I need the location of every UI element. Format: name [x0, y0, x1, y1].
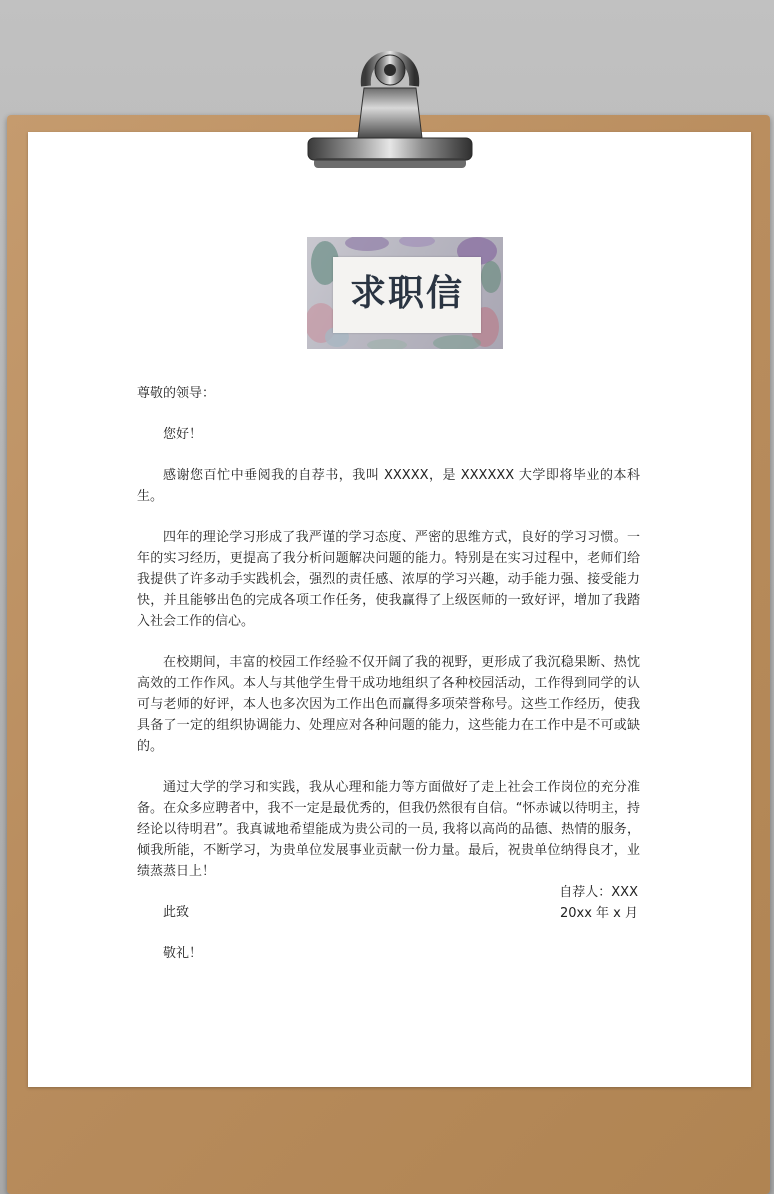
closing-line: 此致	[163, 905, 190, 920]
page-title: 求职信	[349, 272, 464, 314]
signature-block	[559, 882, 638, 924]
greeting: 您好！	[163, 427, 203, 442]
letter-body	[137, 383, 640, 964]
paragraph: 在校期间，丰富的校园工作经验不仅开阔了我的视野，更形成了我沉稳果断、热忱高效的工作作风。本人与其他学生骨干成功地组织了各种校园活动，工作得到同学的认可与老师的好评，本人也多次因为工作出色而赢得多项荣誉称号。这些工作经历，使我具备了一定的组织协调能力、处理应对各种问题的能力，这些能力在工作中是不可或缺的。	[137, 655, 640, 754]
paragraph: 通过大学的学习和实践，我从心理和能力等方面做好了走上社会工作岗位的充分准备。在众多应聘者中，我不一定是最优秀的，但我仍然很有自信。“怀赤诚以待明主，持经论以待明君”。我真诚地希望能成为贵公司的一员, 我将以高尚的品德、热情的服务，倾我所能，不断学习，为贵单位发展事业贡献一份力量。最后，祝贵单位纳得良才，业绩蒸蒸日上！	[137, 780, 640, 879]
paragraph: 感谢您百忙中垂阅我的自荐书，我叫 XXXXX，是 XXXXXX 大学即将毕业的本科生。	[137, 468, 640, 504]
date: 20xx 年 x 月	[559, 906, 638, 921]
closing-line: 敬礼！	[163, 946, 203, 961]
signature: 自荐人：XXX	[559, 885, 638, 900]
paragraph: 四年的理论学习形成了我严谨的学习态度、严密的思维方式，良好的学习习惯。一年的实习经历，更提高了我分析问题解决问题的能力。特别是在实习过程中，老师们给我提供了许多动手实践机会，强烈的责任感、浓厚的学习兴趣，动手能力强、接受能力快，并且能够出色的完成各项工作任务，使我赢得了上级医师的一致好评，增加了我踏入社会工作的信心。	[137, 530, 640, 629]
salutation: 尊敬的领导：	[137, 386, 216, 401]
title-banner	[307, 237, 503, 349]
binder-clip-icon	[304, 26, 476, 176]
